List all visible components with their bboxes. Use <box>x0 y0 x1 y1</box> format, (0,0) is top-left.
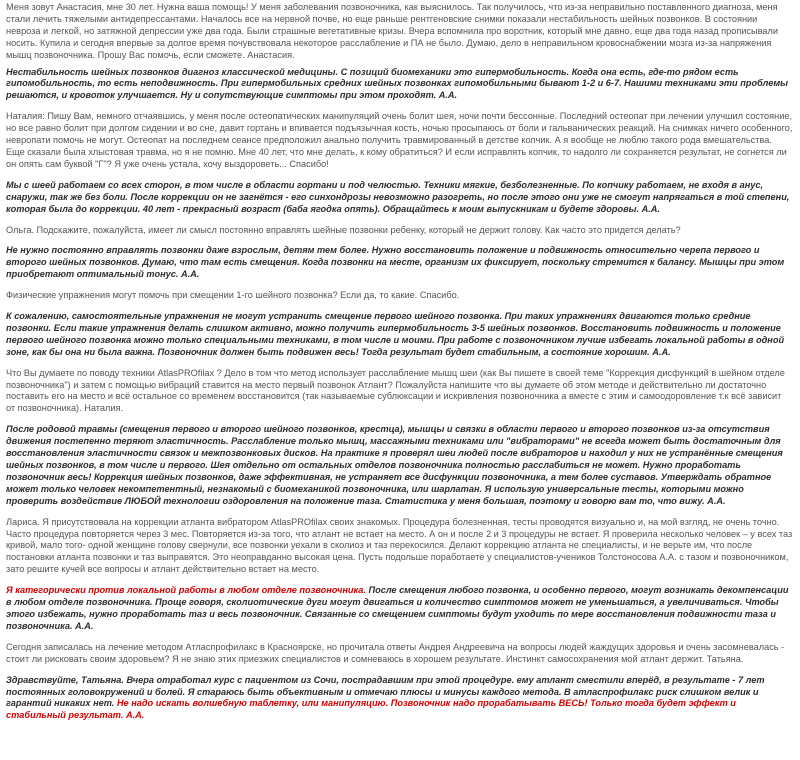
answer-6 <box>6 585 793 633</box>
answer-1: Нестабильность шейных позвонков диагноз классической медицины. С позиций биомеханики это гипермобильность. Когда она есть, где-то рядом есть гипомобильность, то есть неподвижность. При гипермобильных средних шейных позвонках гипомобильными бывают 1-2 и 6-7. Нашими техниками эти проблемы решаются, и кровоток улучшается. Ну и сопутствующие симптомы при этом проходят. А.А. <box>6 66 788 101</box>
question-1: Меня зовут Анастасия, мне 30 лет. Нужна ваша помощь! У меня заболевания позвоночника, как выяснилось. Так получилось, что из-за неправильно поставленного диагноза, меня стали лечить тяжелыми антидепрессантами. Началось все на нервной почве, но еще раньше рентгеновские снимки показали нестабильность шейных позвонков. В состоянии невроза и легкой, но затяжной депрессии уже два года. Были страшные вегетативные кризы. Вчера вспомнила про воротник, который мне давно, еще два года назад прописывали носить. Купила и сегодня впервые за долгое время почувствовала некоторое расслабление и ПА не было. Думаю, дело в неправильном кровоснабжении мозга из-за напряжения мышц позвоночника. Прошу Вас помочь, если сможете. Анастасия. <box>6 2 779 60</box>
question-5: Что Вы думаете по поводу техники AtlasPROfilax ? Дело в том что метод использует расслабление мышц шеи (как Вы пишете в своей теме "Коррекция дисфункций в шейном отделе позвоночника") и затем с помощью вибраций ставится на место первый позвонок Атлант? Пожалуйста напишите что вы думаете об этом методе и действительно ли достаточно поставить его на место и всё остальное со временем восстановится (так называемые сублюксации и искривления позвоночника а вместе с этим и самоодоровление т.к всё зависит от позвоночника). Наталия. <box>6 367 785 414</box>
answer-5: После родовой травмы (смещения первого и второго шейного позвонков, крестца), мышцы и связки в области первого и второго позвонков из-за отсутствия движения постепенно теряют эластичность. Расслабление только мышц, массажными техниками или "вибраторами" не всегда может быть достаточным для восстановления эластичности связок и межпозвонковых дисков. На практике я проверял шеи людей после вибраторов и находил у них не устранённые смещения шейных позвонков, в том числе и первого. Шея отдельно от остальных отделов позвоночника полностью расслабиться не может. Нужно проработать позвоночник весь! Коррекция шейных позвонков, даже эффективная, не устраняет все дисфункции позвоночника, а тем более суставов. Утверждать обратное может только человек некомпетентный, незнакомый с биомеханикой позвоночника, или шарлатан. Я использую универсальные тесты, которыми можно проверить воздействие ЛЮБОЙ технологии оздоровления на положение таза. Статистика у меня большая, поэтому и говорю вам то, что вижу. А.А. <box>6 424 783 506</box>
answer-4: К сожалению, самостоятельные упражнения не могут устранить смещение первого шейного позвонка. При таких упражнениях двигаются только средние позвонки. Если такие упражнения делать слишком активно, можно получить гипермобильность 3-5 шейных позвонков. Восстановить подвижность и положение первого шейного позвонка можно только специальными техниками, в том числе и моими. При работе с позвоночником лучше избегать локальной работы в одной зоне, как бы она ни была важна. Позвоночник должен быть подвижен весь! Тогда результат будет стабильным, а состояние хорошим. А.А. <box>6 311 785 357</box>
answer-7-body: Здравствуйте, Татьяна. Вчера отработал курс с пациентом из Сочи, пострадавшим при этой процедуре. ему атлант сместили вперёд, в результате - 7 лет постоянных головокружений и болей. Я стараюсь быть объективным и отмечаю плюсы и минусы каждого метода. В атласпрофилакс риск слишком велик и гарантий никаких нет. <box>6 674 765 709</box>
question-7: Сегодня записалась на лечение методом Атласпрофилакс в Красноярске, но прочитала ответы Андрея Андреевича на вопросы людей жаждущих здоровья и очень засомневалась - стоит ли рисковать своим здоровьем? Я не знаю этих приезжих специалистов и сомневаюсь в хорошем результате. Инстинкт самосохранения мой атлант держит. Татьяна. <box>6 641 785 664</box>
question-2: Наталия: Пишу Вам, немного отчаявшись, у меня после остеопатических манипуляций очень болит шея, ночи почти бессонные. Последний остеопат при лечении улучшил состояние, но все равно болит при долгом сидении и во сне, давит гортань и впивается подъязычная кость, ночью просыпаюсь от боли и гальванических реакций. На снимках ничего особенного, невропати помочь не могут. Остеопат на последнем сеансе предположил анально получить травмированный в детстве копчик. А я вообще не люблю такого рода вмешательства. Еще сказали была хлыстовая травма, но я не помню. Мне 40 лет, что мне делать, к кому обратиться? И если исправлять копчик, то надолго ли сохраняется результат, не согнется ли он опять сам буквой "Г"? Я уже очень устала, хочу выздороветь... Спасибо! <box>6 111 793 169</box>
answer-2: Мы с шеей работаем со всех сторон, в том числе в области гортани и под челюстью. Техники мягкие, безболезненные. По копчику работаем, не входя в анус, снаружи, так же без боли. После коррекции он не загнётся - его синхондрозы невозможно разогреть, но после этого они уже не смогут напрягаться в той степени, которая была до коррекции. 40 лет - прекрасный возраст (баба ягодка опять). Обращайтесь к моим выпускникам и будете здоровы. А.А. <box>6 179 790 214</box>
question-3: Ольга. Подскажите, пожалуйста, имеет ли смысл постоянно вправлять шейные позвонки ребенку, который не держит голову. Как часто это придется делать? <box>6 224 681 235</box>
answer-7-emphasis: Не надо искать волшебную таблетку, или манипуляцию. Позвоночник надо прорабатывать ВЕСЬ! Только тогда будет эффект и стабильный результат. А.А. <box>6 698 736 721</box>
answer-6-body: После смещения любого позвонка, и особенно первого, могут возникать декомпенсации в любом отделе позвоночника. Проще говоря, сколиотические дуги могут двигаться и количество симптомов может не уменьшаться, а увеличиваться. Чтобы этого избежать, нужно проработать таз и весь позвоночник. Связанные со смещением симптомы будут уходить по мере восстановления подвижности таза и позвоночника. А.А. <box>6 585 789 631</box>
answer-6-emphasis: Я категорически против локальной работы в любом отделе позвоночника. <box>6 585 366 596</box>
answer-7 <box>6 675 793 723</box>
question-6: Лариса. Я присутствовала на коррекции атланта вибратором AtlasPROfilax своих знакомых. Процедура болезненная, тесты проводятся визуально и, на мой взгляд, не очень точно. Часто процедура повторяется через 3 мес. Повторяется из-за того, что атлант не встает на место. А он и после 2 и 3 процедуры не встает. Я проверила несколько человек – у всех таз кривой, мало того- одной женщине голову свернули, все позвонки уехали в сколиоз и таз перекосился. Делают коррекцию атланта не специалисты, и не верьте им, что после постановки атланта позвонки и таз выправятся. Это неоправданно высокая цена. Пусть подольше поработаете у специалистов-учеников Толстоносова А.А. с тазом и позвоночником, зато решите кучей все вопросы и атлант действительно встает на место. <box>6 516 793 575</box>
question-4: Физические упражнения могут помочь при смещении 1-го шейного позвонка? Если да, то какие. Спасибо. <box>6 290 460 301</box>
answer-3: Не нужно постоянно вправлять позвонки даже взрослым, детям тем более. Нужно восстановить положение и подвижность относительно черепа первого и второго шейных позвонков. Думаю, что там есть смещения. Когда позвонки на месте, организм их фиксирует, поскольку стремится к балансу. Мышцы при этом приобретают оптимальный тонус. А.А. <box>6 245 785 280</box>
